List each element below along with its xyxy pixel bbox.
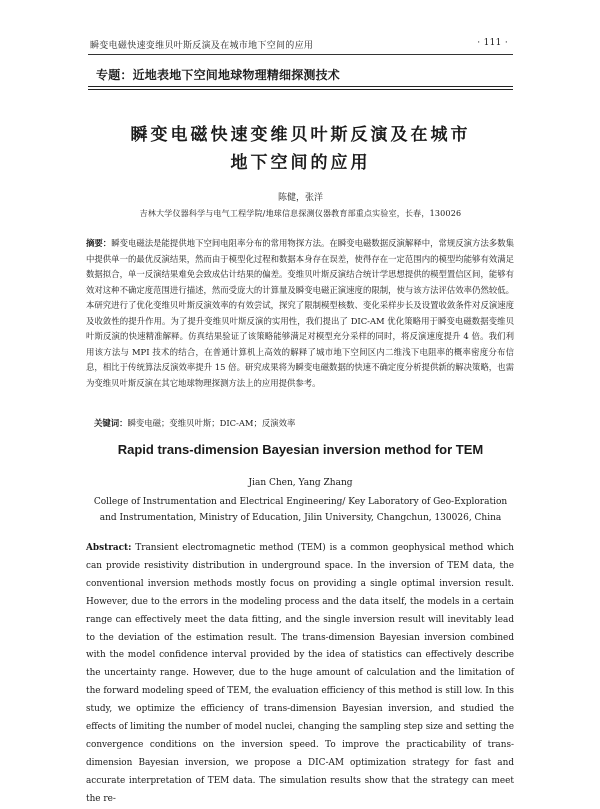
chinese-abstract (86, 236, 514, 391)
topic-rule-thick (88, 86, 513, 87)
english-affiliation (88, 494, 513, 526)
page-number: · 111 · (477, 38, 508, 48)
topic-rule-thin (88, 89, 513, 90)
english-affiliation-line-1: College of Instrumentation and Electrical Engineering/ Key Laboratory of Geo-Exploration (93, 497, 508, 507)
english-authors: Jian Chen, Yang Zhang (248, 478, 353, 488)
english-affiliation-line-2: and Instrumentation, Ministry of Education, Jilin University, Changchun, 130026, China (99, 513, 502, 523)
chinese-authors: 陈健，张洋 (277, 193, 323, 203)
chinese-title-line-1: 瞬变电磁快速变维贝叶斯反演及在城市 (130, 125, 471, 145)
header-rule (88, 54, 513, 55)
english-abstract-label: Abstract: (86, 543, 132, 553)
chinese-affiliation: 吉林大学仪器科学与电气工程学院/地球信息探测仪器教育部重点实验室，长春，130026 (139, 209, 462, 218)
running-header (90, 38, 508, 51)
chinese-keywords (94, 417, 295, 429)
running-header-title: 瞬变电磁快速变维贝叶斯反演及在城市地下空间的应用 (90, 41, 314, 51)
chinese-abstract-text: 瞬变电磁法是能提供地下空间电阻率分布的常用物探方法。在瞬变电磁数据反演解释中，常规反演方法多数集中提供单一的最优反演结果，然而由于模型化过程和数据本身存在误差，使得存在一定范围内的模型均能够有效满足数据拟合，单一反演结果难免会致成估计结果的偏差。变维贝叶斯反演结合统计学思想提供的模型置信区间，能够有效对这种不确定度范围进行描述，然而受庞大的计算量及瞬变电磁正演速度的限制，使与该方法评估效率仍然较低。本研究进行了优化变维贝叶斯反演效率的有效尝试，探究了限制模型核数、变化采样步长及设置收敛条件对反演速度及收敛性的提升作用。为了提升变维贝叶斯反演的实用性，我们提出了 DIC-AM 优化策略用于瞬变电磁数据变维贝叶斯反演的快速精准解释。仿真结果验证了该策略能够满足对模型充分采样的同时，将反演速度提升 4 倍。我们利用该方法与 MPI 技术的结合，在普通计算机上高效的解释了城市地下空间区内二维浅下电阻率的概率密度分布信息，相比于传统算法反演效率提升 15 倍。研究成果将为瞬变电磁数据的快速不确定度分析提供新的解决策略，也需为变维贝叶斯反演在其它地球物理探测方法上的应用提供参考。 (86, 238, 515, 388)
special-topic-label: 专题：近地表地下空间地球物理精细探测技术 (96, 68, 341, 82)
english-title: Rapid trans-dimension Bayesian inversion method for TEM (117, 442, 484, 457)
chinese-abstract-label: 摘要： (86, 238, 112, 248)
chinese-keywords-label: 关键词： (94, 418, 128, 428)
chinese-title-line-2: 地下空间的应用 (230, 153, 371, 173)
chinese-keywords-text: 瞬变电磁；变维贝叶斯；DIC-AM；反演效率 (127, 418, 296, 428)
english-abstract (86, 540, 514, 809)
english-abstract-text: Transient electromagnetic method (TEM) is a common geophysical method which can provide resistivity distribution in underground space. In the inversion of TEM data, the conventional inversion methods mostly focus on providing a single optimal inversion result. However, due to the errors in the modeling process and the data itself, the models in a certain range can effectively meet the data fitting, and the single inversion result will inevitably lead to the deviation of the estimation result. The trans-dimension Bayesian inversion combined with the model confidence interval provided by the idea of statistics can effectively describe the uncertainty range. However, due to the huge amount of calculation and the limitation of the forward modeling speed of TEM, the evaluation efficiency of this method is still low. In this study, we optimize the efficiency of trans-dimension Bayesian inversion, and studied the effects of limiting the number of model nuclei, changing the sampling step size and setting the convergence conditions on the inversion speed. To improve the practicability of trans-dimension Bayesian inversion, we propose a DIC-AM optimization strategy for fast and accurate interpretation of TEM data. The simulation results show that the strategy can meet the re- (86, 543, 514, 804)
